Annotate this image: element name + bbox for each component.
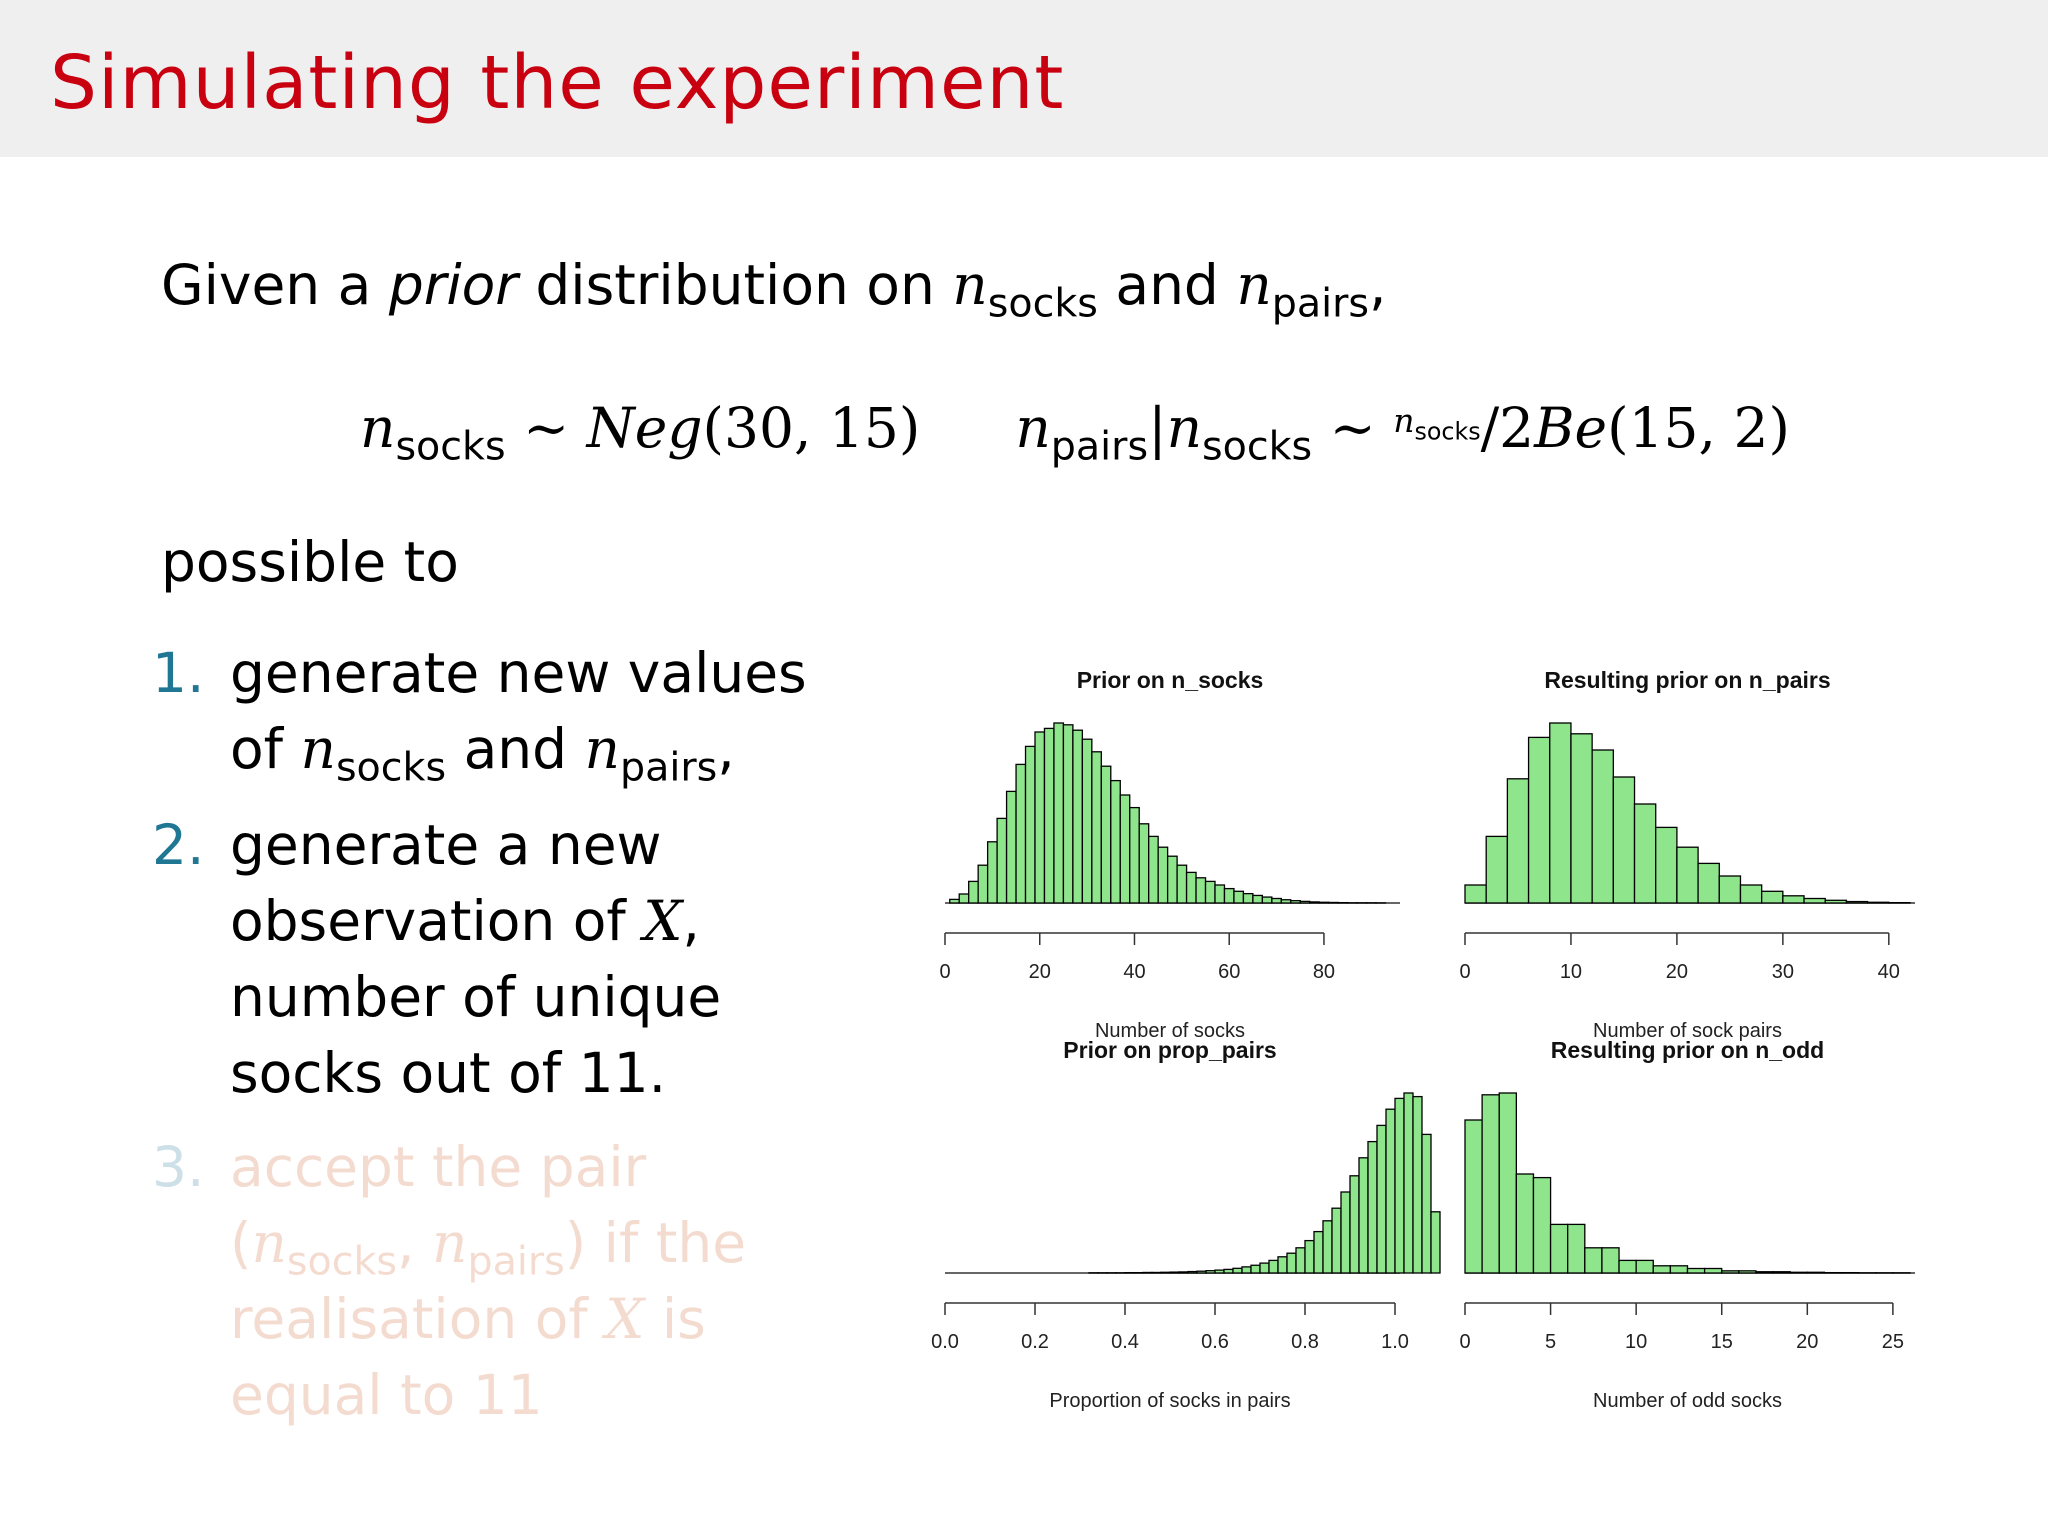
list-item-2-line3: number of unique bbox=[230, 965, 722, 1029]
x-tick-label: 0.8 bbox=[1291, 1331, 1319, 1353]
histogram-bar bbox=[1422, 1134, 1431, 1273]
histogram-bar bbox=[1120, 795, 1129, 903]
histogram-bar bbox=[1465, 1120, 1482, 1273]
list-item-3-line3: realisation of X is bbox=[230, 1287, 706, 1351]
histogram-bar bbox=[1206, 1271, 1215, 1273]
chart-title: Prior on n_socks bbox=[1076, 667, 1264, 693]
histogram-bar bbox=[1635, 804, 1656, 903]
histogram-bar bbox=[1656, 827, 1677, 903]
x-tick-label: 0.4 bbox=[1111, 1331, 1139, 1353]
list-item-1-line2: of $n_{socks}$ and $n_{pairs}$, bbox=[230, 717, 735, 791]
histogram-bar bbox=[1677, 847, 1698, 903]
histogram-bar bbox=[1529, 737, 1550, 903]
histogram-bar bbox=[1187, 872, 1196, 903]
x-tick-label: 40 bbox=[1877, 961, 1900, 983]
histogram-bar bbox=[1188, 1272, 1197, 1273]
histogram-bar bbox=[1550, 723, 1571, 903]
histogram-bar bbox=[1092, 752, 1101, 903]
histogram-bar bbox=[1551, 1224, 1568, 1273]
x-tick-label: 0 bbox=[1459, 961, 1471, 983]
chart-title: Resulting prior on n_odd bbox=[1550, 1037, 1825, 1063]
x-tick-label: 20 bbox=[1796, 1331, 1819, 1353]
list-item-3-line1: accept the pair bbox=[230, 1135, 647, 1199]
x-tick-label: 25 bbox=[1881, 1331, 1905, 1353]
histogram-bar bbox=[1592, 750, 1613, 903]
histogram-bar bbox=[1653, 1266, 1670, 1273]
list-number-1: 1. bbox=[152, 641, 205, 705]
histogram-bar bbox=[1413, 1097, 1422, 1273]
histogram-bar bbox=[1670, 1266, 1687, 1273]
intro-given: Given a bbox=[161, 253, 372, 317]
histogram-bar bbox=[1395, 1098, 1404, 1273]
histogram-bar bbox=[1179, 1272, 1188, 1273]
histogram-bar bbox=[1044, 728, 1053, 903]
possible-to: possible to bbox=[161, 530, 459, 594]
histogram-bar bbox=[1431, 1212, 1440, 1273]
histogram-bar bbox=[1296, 1248, 1305, 1273]
x-tick-label: 10 bbox=[1559, 961, 1583, 983]
histogram-bar bbox=[1251, 1265, 1260, 1273]
histogram-bar bbox=[1568, 1224, 1585, 1273]
histogram-bar bbox=[1790, 1272, 1807, 1273]
histogram-bar bbox=[1063, 725, 1072, 903]
intro-n1: $n_{socks}$ bbox=[952, 253, 1098, 327]
x-tick-label: 20 bbox=[1028, 961, 1051, 983]
x-tick-label: 0 bbox=[939, 961, 951, 983]
histogram-bar bbox=[1082, 739, 1091, 903]
histogram-bar bbox=[1234, 891, 1243, 903]
histogram-bar bbox=[1314, 1232, 1323, 1273]
histogram-bar bbox=[1305, 1241, 1314, 1273]
histogram-bar bbox=[1377, 1125, 1386, 1273]
histogram-bar bbox=[1158, 847, 1167, 903]
histogram-bar bbox=[1197, 1271, 1206, 1273]
list-item-1-line1: generate new values bbox=[230, 641, 807, 705]
x-axis-label: Number of sock pairs bbox=[1593, 1020, 1782, 1042]
histogram-bar bbox=[1756, 1272, 1773, 1273]
histogram-bar bbox=[1242, 1267, 1251, 1273]
histogram-bar bbox=[1035, 732, 1044, 903]
histogram-bar bbox=[997, 818, 1006, 903]
histogram-bar bbox=[1740, 885, 1761, 903]
histogram-bar bbox=[1341, 1192, 1350, 1273]
histogram-bar bbox=[1310, 902, 1319, 903]
histogram-bar bbox=[1152, 1272, 1161, 1273]
x-tick-label: 0.0 bbox=[931, 1331, 959, 1353]
histogram-bar bbox=[1613, 777, 1634, 903]
list-item-2-line2: observation of X, bbox=[230, 889, 700, 953]
list-item-3-line4: equal to 11 bbox=[230, 1363, 543, 1427]
histogram-bar bbox=[1846, 902, 1867, 903]
histogram-bar bbox=[1585, 1248, 1602, 1273]
histogram-bar bbox=[1688, 1269, 1705, 1274]
histogram-bar bbox=[1026, 746, 1035, 903]
list-number-2: 2. bbox=[152, 813, 205, 877]
histogram-bar bbox=[969, 881, 978, 903]
x-tick-label: 0 bbox=[1459, 1331, 1471, 1353]
intro-line: Given a prior distribution on $n_{socks}$ and $n_{pairs}$, bbox=[161, 253, 1387, 327]
histogram-bar bbox=[1233, 1268, 1242, 1273]
histogram-bar bbox=[1705, 1269, 1722, 1274]
histogram-bar bbox=[1807, 1272, 1824, 1273]
histogram-bar bbox=[1269, 1260, 1278, 1273]
histogram-bar bbox=[1719, 876, 1740, 903]
histogram-bar bbox=[1571, 734, 1592, 903]
histogram-bar bbox=[1007, 791, 1016, 903]
histogram-bar bbox=[1111, 781, 1120, 903]
histogram-bar bbox=[1206, 881, 1215, 903]
histogram-bar bbox=[1636, 1260, 1653, 1273]
list-number-3: 3. bbox=[152, 1135, 205, 1199]
x-tick-label: 80 bbox=[1312, 961, 1336, 983]
x-tick-label: 40 bbox=[1123, 961, 1146, 983]
histogram-bar bbox=[1139, 824, 1148, 903]
histogram-bar bbox=[1161, 1272, 1170, 1273]
histogram-bar bbox=[1300, 901, 1309, 903]
chart-title: Prior on prop_pairs bbox=[1063, 1037, 1277, 1063]
histogram-bar bbox=[1804, 899, 1825, 904]
x-tick-label: 5 bbox=[1545, 1331, 1557, 1353]
histogram-bar bbox=[1073, 730, 1082, 903]
intro-prior: prior bbox=[388, 253, 518, 317]
histogram-bar bbox=[1350, 1176, 1359, 1273]
histogram-bar bbox=[1722, 1271, 1739, 1273]
histogram-bar bbox=[1149, 836, 1158, 903]
list-item-2-line4: socks out of 11. bbox=[230, 1041, 667, 1105]
intro-and: and bbox=[1115, 253, 1219, 317]
histogram-bar bbox=[1281, 900, 1290, 903]
histogram-bar bbox=[1499, 1093, 1516, 1273]
histogram-bar bbox=[1825, 900, 1846, 903]
histogram-bar bbox=[1533, 1178, 1550, 1273]
histogram-bar bbox=[1329, 902, 1338, 903]
histogram-bar bbox=[1016, 764, 1025, 903]
histogram-bar bbox=[1359, 1158, 1368, 1273]
histogram-bar bbox=[1762, 891, 1783, 903]
histogram-bar bbox=[1868, 902, 1889, 903]
histogram-bar bbox=[1215, 885, 1224, 903]
histogram-panel bbox=[900, 640, 2000, 1460]
x-axis-label: Proportion of socks in pairs bbox=[1049, 1390, 1291, 1412]
x-tick-label: 1.0 bbox=[1381, 1331, 1409, 1353]
x-axis-label: Number of odd socks bbox=[1593, 1390, 1782, 1412]
x-tick-label: 60 bbox=[1218, 961, 1241, 983]
list-item-3-line2: ($n_{socks}$, $n_{pairs}$) if the bbox=[230, 1211, 747, 1285]
prior-formula: $n_{socks}$ ∼ Neg(30, 15) $n_{pairs}|n_{socks}$ ∼ $^{n_{socks}}$/2Be(15, 2) bbox=[360, 396, 1790, 470]
histogram-bar bbox=[1773, 1272, 1790, 1273]
histogram-bar bbox=[950, 899, 959, 903]
histogram-bar bbox=[1319, 902, 1328, 903]
intro-n2: $n_{pairs}$ bbox=[1236, 253, 1370, 327]
histogram-bar bbox=[988, 842, 997, 903]
histogram-bar bbox=[1619, 1260, 1636, 1273]
x-tick-label: 30 bbox=[1771, 961, 1794, 983]
histogram-bar bbox=[978, 865, 987, 903]
x-tick-label: 15 bbox=[1710, 1331, 1733, 1353]
histogram-bar bbox=[1783, 896, 1804, 903]
histogram-bar bbox=[1602, 1248, 1619, 1273]
histogram-bar bbox=[1224, 1269, 1233, 1273]
histogram-bar bbox=[1243, 894, 1252, 903]
x-tick-label: 0.6 bbox=[1201, 1331, 1229, 1353]
x-tick-label: 0.2 bbox=[1021, 1331, 1049, 1353]
histogram-bar bbox=[1170, 1272, 1179, 1273]
histogram-bar bbox=[1168, 856, 1177, 903]
histogram-bar bbox=[959, 894, 968, 903]
x-tick-label: 20 bbox=[1665, 961, 1689, 983]
list-item-2-line1: generate a new bbox=[230, 813, 662, 877]
histogram-bar bbox=[1368, 1142, 1377, 1273]
chart-title: Resulting prior on n_pairs bbox=[1544, 667, 1831, 693]
histogram-bar bbox=[1177, 865, 1186, 903]
histogram-bar bbox=[1054, 723, 1063, 903]
histogram-bar bbox=[1215, 1270, 1224, 1273]
histogram-bar bbox=[1404, 1093, 1413, 1273]
histogram-bar bbox=[1332, 1208, 1341, 1273]
histogram-bar bbox=[1224, 889, 1233, 903]
histogram-bar bbox=[1507, 779, 1528, 903]
histogram-bar bbox=[1278, 1257, 1287, 1273]
histogram-bar bbox=[1465, 885, 1486, 903]
histogram-bar bbox=[1291, 901, 1300, 903]
histogram-bar bbox=[1260, 1263, 1269, 1273]
histogram-bar bbox=[1253, 895, 1262, 903]
histogram-bar bbox=[1196, 878, 1205, 903]
histogram-bar bbox=[1739, 1271, 1756, 1273]
histogram-bar bbox=[1698, 863, 1719, 903]
x-tick-label: 10 bbox=[1625, 1331, 1648, 1353]
intro-rest: distribution on bbox=[535, 253, 935, 317]
page-title: Simulating the experiment bbox=[50, 40, 1065, 126]
histogram-bar bbox=[1143, 1272, 1152, 1273]
histogram-bar bbox=[1516, 1174, 1533, 1273]
histogram-bar bbox=[1482, 1095, 1499, 1273]
histogram-bar bbox=[1287, 1253, 1296, 1273]
histogram-bar bbox=[1130, 808, 1139, 903]
histogram-bar bbox=[1272, 899, 1281, 904]
histogram-bar bbox=[1386, 1109, 1395, 1273]
x-axis-label: Number of socks bbox=[1094, 1020, 1246, 1042]
histogram-bar bbox=[1262, 897, 1271, 903]
histogram-bar bbox=[1323, 1221, 1332, 1273]
histogram-bar bbox=[1486, 836, 1507, 903]
histogram-bar bbox=[1101, 766, 1110, 903]
